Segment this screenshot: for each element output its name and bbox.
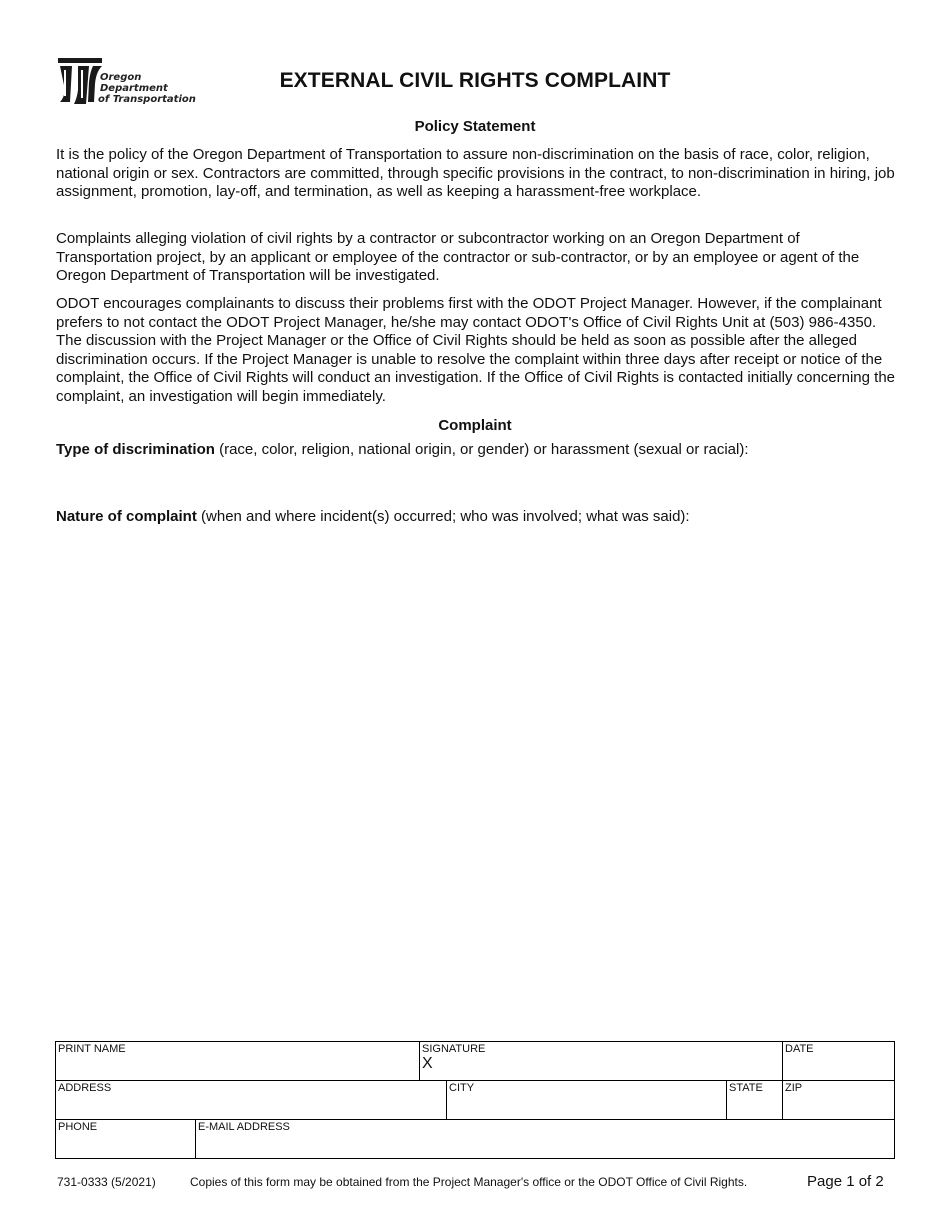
date-label: DATE	[785, 1043, 814, 1055]
agency-name-line-3: of Transportation	[98, 94, 196, 105]
email-field[interactable]	[196, 1120, 894, 1158]
date-field[interactable]	[783, 1042, 894, 1081]
agency-name-line-2: Department	[100, 83, 168, 94]
discrimination-type-label	[56, 441, 748, 458]
signature-table	[55, 1041, 895, 1159]
signature-label: SIGNATURE	[422, 1043, 486, 1055]
agency-name-line-1: Oregon	[100, 72, 142, 83]
email-label: E-MAIL ADDRESS	[198, 1121, 290, 1133]
copies-note: Copies of this form may be obtained from the Project Manager's office or the ODOT Office of Civil Rights.	[190, 1175, 748, 1189]
address-label: ADDRESS	[58, 1082, 112, 1094]
zip-field[interactable]	[783, 1081, 894, 1120]
discrimination-type-hint: (race, color, religion, national origin, or gender) or harassment (sexual or racial):	[214, 441, 749, 458]
signature-field[interactable]	[420, 1042, 783, 1081]
zip-label: ZIP	[785, 1082, 803, 1094]
print-name-label: PRINT NAME	[58, 1043, 126, 1055]
complaint-nature-label	[56, 508, 690, 525]
policy-paragraph-1: It is the policy of the Oregon Department of Transportation to assure non-discrimination on the basis of race, color, religion, national origin or sex. Contractors are committed, through specific provisions in the contract, to non-discrimination in hiring, job assignment, promotion, lay-off, and termination, as well as keeping a harassment-free workplace.	[56, 146, 895, 201]
page-number: Page 1 of 2	[807, 1173, 884, 1190]
complaint-nature-hint: (when and where incident(s) occurred; who was involved; what was said):	[196, 508, 690, 525]
city-field[interactable]	[447, 1081, 727, 1120]
discrimination-type-title: Type of discrimination	[56, 441, 215, 458]
print-name-field[interactable]	[56, 1042, 420, 1081]
form-number: 731-0333 (5/2021)	[57, 1175, 156, 1189]
phone-field[interactable]	[56, 1120, 196, 1158]
policy-paragraph-3: ODOT encourages complainants to discuss their problems first with the ODOT Project Manager. However, if the complainant prefers to not contact the ODOT Project Manager, he/she may contact ODOT's Office of Civil Rights Unit at (503) 986-4350. The discussion with the Project Manager or the Office of Civil Rights should be held as soon as possible after the alleged discrimination occurs. If the Project Manager is unable to resolve the complaint within three days after receipt or notice of the complaint, the Office of Civil Rights will conduct an investigation. If the Office of Civil Rights is contacted initially concerning the complaint, an investigation will begin immediately.	[56, 295, 896, 405]
complaint-nature-field[interactable]	[56, 530, 896, 1030]
state-label: STATE	[729, 1082, 763, 1094]
discrimination-type-field[interactable]	[56, 462, 896, 502]
page-title: EXTERNAL CIVIL RIGHTS COMPLAINT	[279, 69, 671, 92]
complaint-heading: Complaint	[438, 417, 512, 434]
policy-paragraph-2: Complaints alleging violation of civil rights by a contractor or subcontractor working on an Oregon Department of Transportation project, by an applicant or employee of the contractor or sub-contractor, or by an employee or agent of the Oregon Department of Transportation will be investigated.	[56, 230, 860, 285]
complaint-nature-title: Nature of complaint	[56, 508, 197, 525]
city-label: CITY	[449, 1082, 475, 1094]
phone-label: PHONE	[58, 1121, 98, 1133]
signature-x-mark: X	[422, 1055, 433, 1072]
policy-heading: Policy Statement	[414, 118, 536, 135]
address-field[interactable]	[56, 1081, 447, 1120]
state-field[interactable]	[727, 1081, 783, 1120]
